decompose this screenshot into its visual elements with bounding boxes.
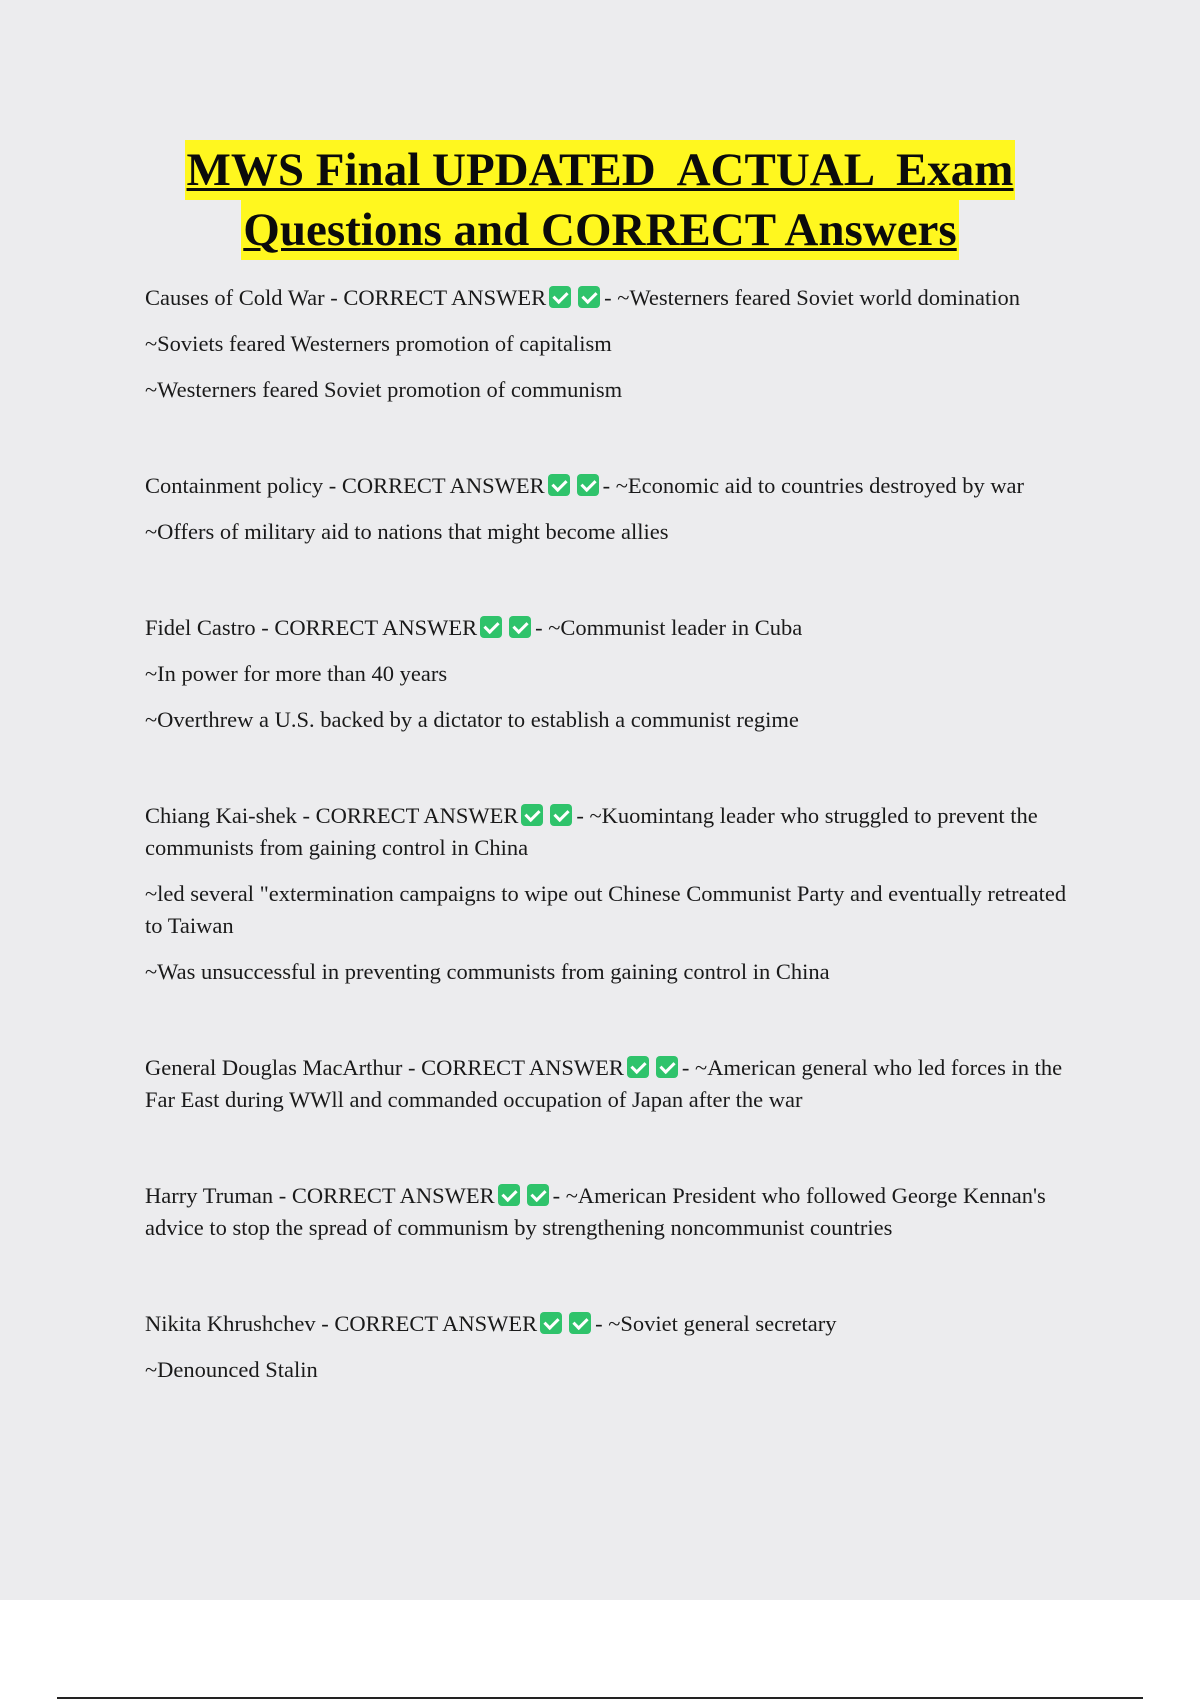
answer-detail-line: ~In power for more than 40 years <box>145 661 448 686</box>
qa-entry-first-line: General Douglas MacArthur - CORRECT ANSWER - ~American general who led forces in the Far East during WWll and commanded occupation of Japan after the war <box>145 1055 1063 1112</box>
document-title <box>0 140 1200 260</box>
check-mark-icon <box>577 474 599 496</box>
check-mark-icon <box>527 1184 549 1206</box>
answer-text: ~American general who led forces in the Far East during WWll and commanded occupation of Japan after the war <box>145 1055 1063 1112</box>
answer-marker: CORRECT ANSWER <box>315 803 519 828</box>
qa-entry <box>145 612 1080 736</box>
qa-entry <box>145 282 1080 406</box>
entry-spacer <box>145 420 1080 470</box>
check-mark-icon <box>578 286 600 308</box>
answer-marker: CORRECT ANSWER <box>274 615 478 640</box>
qa-entry <box>145 470 1080 548</box>
footer-divider <box>57 1697 1143 1699</box>
check-mark-icon <box>498 1184 520 1206</box>
question-term: Nikita Khrushchev <box>145 1311 316 1336</box>
question-term: Harry Truman <box>145 1183 274 1208</box>
check-mark-icon <box>569 1312 591 1334</box>
answer-text: ~Kuomintang leader who struggled to prevent the communists from gaining control in China <box>145 803 1038 860</box>
answer-marker: CORRECT ANSWER <box>334 1311 538 1336</box>
entry-spacer <box>145 1002 1080 1052</box>
entry-spacer <box>145 1258 1080 1308</box>
question-term: Causes of Cold War <box>145 285 325 310</box>
answer-text: ~American President who followed George Kennan's advice to stop the spread of communism by strengthening noncommunist countries <box>145 1183 1046 1240</box>
check-mark-icon <box>627 1056 649 1078</box>
answer-text: ~Westerners feared Soviet world domination <box>617 285 1021 310</box>
answer-marker: CORRECT ANSWER <box>291 1183 495 1208</box>
qa-entry-first-line: Containment policy - CORRECT ANSWER - ~Economic aid to countries destroyed by war <box>145 473 1025 498</box>
answer-detail-line: ~Westerners feared Soviet promotion of communism <box>145 377 623 402</box>
question-term: Containment policy <box>145 473 324 498</box>
qa-entry-first-line: Fidel Castro - CORRECT ANSWER - ~Communist leader in Cuba <box>145 615 803 640</box>
answer-marker: CORRECT ANSWER <box>341 473 545 498</box>
title-line-1: MWS Final UPDATED ACTUAL Exam <box>185 140 1016 200</box>
check-mark-icon <box>480 616 502 638</box>
qa-list <box>145 282 1080 1400</box>
entry-spacer <box>145 1130 1080 1180</box>
check-mark-icon <box>549 286 571 308</box>
title-line-2: Questions and CORRECT Answers <box>241 200 958 260</box>
answer-detail-line: ~Overthrew a U.S. backed by a dictator to establish a communist regime <box>145 707 799 732</box>
question-term: Fidel Castro <box>145 615 256 640</box>
qa-entry <box>145 1308 1080 1386</box>
qa-entry <box>145 1052 1080 1116</box>
answer-text: ~Soviet general secretary <box>608 1311 837 1336</box>
check-mark-icon <box>509 616 531 638</box>
check-mark-icon <box>548 474 570 496</box>
answer-text: ~Economic aid to countries destroyed by war <box>615 473 1025 498</box>
entry-spacer <box>145 562 1080 612</box>
answer-detail-line: ~Denounced Stalin <box>145 1357 318 1382</box>
qa-entry <box>145 800 1080 988</box>
entry-spacer <box>145 750 1080 800</box>
answer-text: ~Communist leader in Cuba <box>548 615 803 640</box>
answer-detail-line: ~Was unsuccessful in preventing communists from gaining control in China <box>145 959 830 984</box>
answer-marker: CORRECT ANSWER <box>421 1055 624 1080</box>
qa-entry-first-line: Causes of Cold War - CORRECT ANSWER - ~Westerners feared Soviet world domination <box>145 285 1021 310</box>
answer-detail-line: ~Soviets feared Westerners promotion of capitalism <box>145 331 612 356</box>
qa-entry-first-line: Nikita Khrushchev - CORRECT ANSWER - ~Soviet general secretary <box>145 1311 837 1336</box>
question-term: Chiang Kai-shek <box>145 803 297 828</box>
check-mark-icon <box>521 804 543 826</box>
check-mark-icon <box>550 804 572 826</box>
question-term: General Douglas MacArthur <box>145 1055 403 1080</box>
answer-detail-line: ~Offers of military aid to nations that might become allies <box>145 519 669 544</box>
check-mark-icon <box>540 1312 562 1334</box>
qa-entry-first-line: Harry Truman - CORRECT ANSWER - ~American President who followed George Kennan's advice to stop the spread of communism by strengthening noncommunist countries <box>145 1183 1046 1240</box>
answer-detail-line: ~led several "extermination campaigns to wipe out Chinese Communist Party and eventually retreated to Taiwan <box>145 881 1067 938</box>
qa-entry <box>145 1180 1080 1244</box>
check-mark-icon <box>656 1056 678 1078</box>
answer-marker: CORRECT ANSWER <box>343 285 547 310</box>
qa-entry-first-line: Chiang Kai-shek - CORRECT ANSWER - ~Kuomintang leader who struggled to prevent the communists from gaining control in China <box>145 803 1038 860</box>
